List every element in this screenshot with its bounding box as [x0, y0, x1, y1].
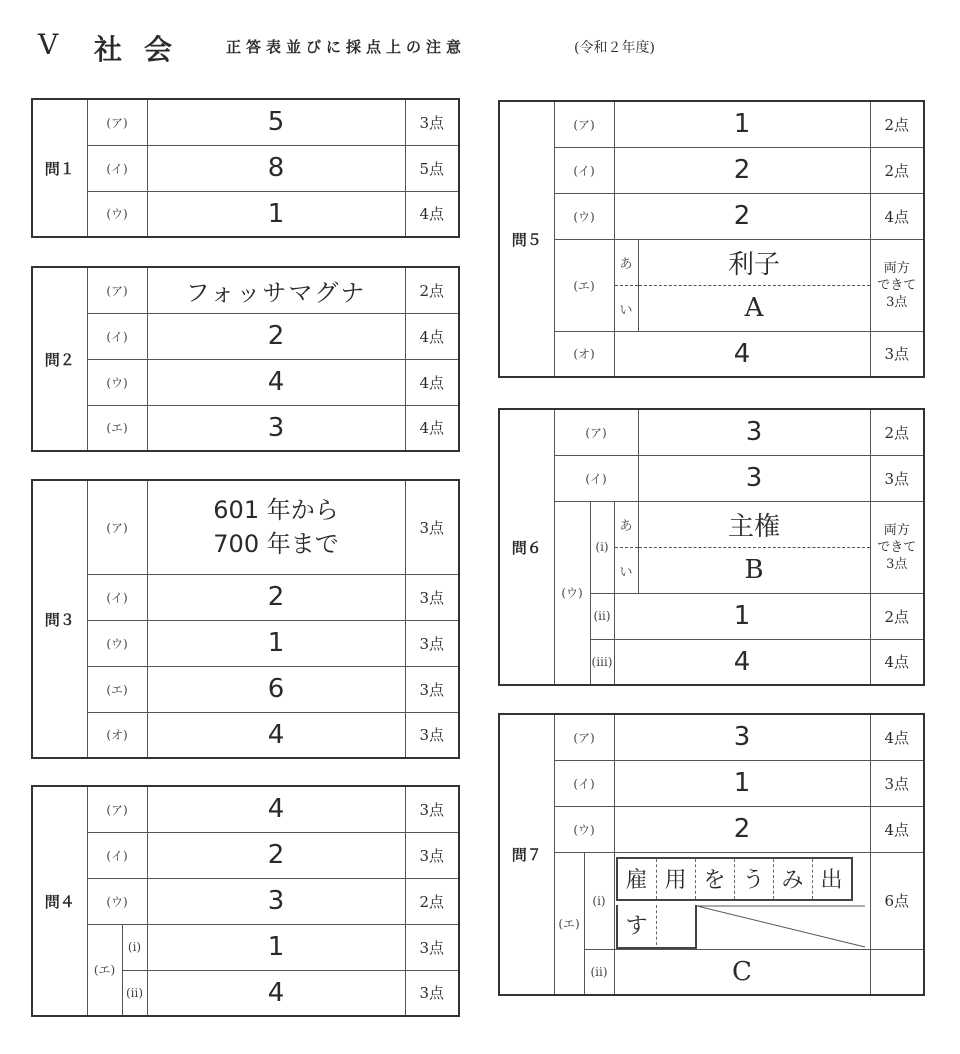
answer: 2: [614, 193, 870, 239]
answer: 1: [147, 620, 405, 666]
sub-label: (オ): [554, 331, 614, 377]
section-roman: V: [38, 28, 59, 61]
table-row: [499, 760, 924, 806]
char-cell: 雇: [618, 859, 657, 899]
answer: 利子: [638, 239, 870, 285]
answer: フォッサマグナ: [147, 267, 405, 313]
points-line: 両方: [883, 260, 910, 276]
answer: 4: [614, 639, 870, 685]
q1-table: [31, 98, 460, 238]
sub-label: (イ): [87, 832, 147, 878]
points: 6点: [870, 852, 924, 949]
points: 3点: [405, 970, 459, 1016]
q4-label: 問４: [32, 786, 87, 1016]
table-row: [499, 501, 924, 547]
points-line: 3点: [886, 556, 908, 572]
answer: 6: [147, 666, 405, 712]
sub-label: (エ): [87, 924, 122, 1016]
sub-sub-label: (ⅱ): [584, 949, 614, 995]
sub-label: (ア): [554, 714, 614, 760]
table-row: [499, 331, 924, 377]
table-row: [32, 359, 459, 405]
answer: 1: [614, 101, 870, 147]
sub-label: (イ): [87, 574, 147, 620]
table-row: [499, 455, 924, 501]
answer: 2: [614, 806, 870, 852]
points: 4点: [405, 313, 459, 359]
points: 3点: [405, 786, 459, 832]
points: 3点: [870, 455, 924, 501]
answer: 1: [614, 760, 870, 806]
answer: 4: [614, 331, 870, 377]
answer: 主権: [638, 501, 870, 547]
sub-label: (エ): [554, 852, 584, 995]
points: 3点: [405, 620, 459, 666]
answer: 3: [638, 409, 870, 455]
char-cell: を: [695, 859, 734, 899]
q7-table: [498, 713, 925, 996]
sub-sub-label: (ⅰ): [122, 924, 147, 970]
table-row: [32, 924, 459, 970]
page-header: [30, 28, 930, 68]
answer: 1: [147, 924, 405, 970]
q1-label: 問１: [32, 99, 87, 237]
answer: 2: [147, 313, 405, 359]
table-row: [499, 806, 924, 852]
answer: 4: [147, 970, 405, 1016]
answer: 5: [147, 99, 405, 145]
table-row: [32, 620, 459, 666]
table-row: [32, 313, 459, 359]
sub-label: (ウ): [554, 193, 614, 239]
table-row: [32, 480, 459, 574]
sub-label: (イ): [554, 455, 638, 501]
points: 3点: [405, 99, 459, 145]
sub-label: (ウ): [87, 620, 147, 666]
q6-table: [498, 408, 925, 686]
answer: 2: [614, 147, 870, 193]
strike-diagonal: [697, 905, 867, 949]
points: 4点: [405, 405, 459, 451]
sub-label: (エ): [554, 239, 614, 331]
table-row: [32, 786, 459, 832]
answer: 2: [147, 832, 405, 878]
points: 4点: [405, 191, 459, 237]
table-row: [32, 99, 459, 145]
sub-label: (イ): [87, 145, 147, 191]
q3-label: 問３: [32, 480, 87, 758]
answer-char-boxes-2: [616, 905, 697, 949]
table-row: [32, 191, 459, 237]
q5-table: [498, 100, 925, 378]
table-row: [32, 832, 459, 878]
points: 3点: [405, 574, 459, 620]
char-grid-row-1: [618, 859, 851, 899]
table-row: [499, 239, 924, 285]
table-row: [32, 267, 459, 313]
sub-label: (ア): [554, 409, 638, 455]
sub-label: (オ): [87, 712, 147, 758]
points: 3点: [405, 666, 459, 712]
answer: B: [638, 547, 870, 593]
sub-sub-label: (ⅲ): [590, 639, 614, 685]
kana-label: い: [614, 547, 638, 593]
q6-label: 問６: [499, 409, 554, 685]
kana-label: あ: [614, 239, 638, 285]
points: 3点: [405, 712, 459, 758]
subtitle: 正答表並びに採点上の注意: [226, 38, 467, 56]
points: 2点: [870, 101, 924, 147]
answer-line-2: 700 年まで: [213, 530, 339, 559]
sub-sub-label: (ⅱ): [122, 970, 147, 1016]
q4-table: [31, 785, 460, 1017]
sub-label: (イ): [554, 147, 614, 193]
answer: [147, 480, 405, 574]
points: 3点: [870, 760, 924, 806]
sub-label: (エ): [87, 666, 147, 712]
answer: 4: [147, 786, 405, 832]
q7-label: 問７: [499, 714, 554, 995]
sub-label: (ア): [554, 101, 614, 147]
points-line: 3点: [886, 294, 908, 310]
table-row: [499, 852, 924, 949]
answer: 3: [614, 714, 870, 760]
answer: 3: [147, 405, 405, 451]
points: 3点: [870, 331, 924, 377]
answer: C: [614, 949, 870, 995]
answer-char-boxes: [616, 857, 853, 901]
sub-label: (イ): [87, 313, 147, 359]
sub-label: (エ): [87, 405, 147, 451]
table-row: [32, 145, 459, 191]
sub-label: (ア): [87, 99, 147, 145]
answer-line-1: 601 年から: [213, 496, 339, 525]
table-row: [32, 405, 459, 451]
table-row: [32, 666, 459, 712]
points-empty: [870, 949, 924, 995]
answer: A: [638, 285, 870, 331]
points: 2点: [405, 267, 459, 313]
sub-label: (ウ): [87, 878, 147, 924]
sub-label: (ウ): [554, 806, 614, 852]
points: 4点: [870, 714, 924, 760]
answer-box-area: [614, 852, 870, 949]
q2-label: 問２: [32, 267, 87, 451]
subject-title: 社会: [94, 33, 195, 66]
table-row: [32, 712, 459, 758]
sub-sub-label: (ⅱ): [590, 593, 614, 639]
q3-table: [31, 479, 460, 759]
table-row: [499, 147, 924, 193]
sub-label: (ウ): [87, 359, 147, 405]
char-grid-row-2: [616, 905, 870, 949]
points: 5点: [405, 145, 459, 191]
points: [870, 501, 924, 593]
kana-label: い: [614, 285, 638, 331]
sub-label: (ウ): [87, 191, 147, 237]
q5-label: 問５: [499, 101, 554, 377]
points: 3点: [405, 480, 459, 574]
points: 3点: [405, 832, 459, 878]
answer: 4: [147, 359, 405, 405]
char-cell: う: [734, 859, 773, 899]
table-row: [499, 101, 924, 147]
char-cell: 出: [820, 868, 843, 893]
sub-sub-label: (ⅰ): [590, 501, 614, 593]
answer: 4: [147, 712, 405, 758]
points: 3点: [405, 924, 459, 970]
points: 4点: [870, 806, 924, 852]
kana-label: あ: [614, 501, 638, 547]
points: 4点: [405, 359, 459, 405]
points: 4点: [870, 639, 924, 685]
table-row: [499, 193, 924, 239]
sub-label: (ア): [87, 786, 147, 832]
answer: 1: [147, 191, 405, 237]
q2-table: [31, 266, 460, 452]
sub-label: (ウ): [554, 501, 590, 685]
table-row: [32, 574, 459, 620]
points: 2点: [870, 147, 924, 193]
char-cell-empty: [656, 905, 695, 945]
year-label: (令和２年度): [574, 40, 655, 56]
char-cell: 用: [656, 859, 695, 899]
answer: 1: [614, 593, 870, 639]
table-row: [499, 714, 924, 760]
points: 2点: [870, 593, 924, 639]
table-row: [32, 878, 459, 924]
points: 2点: [870, 409, 924, 455]
answer: 8: [147, 145, 405, 191]
points: 2点: [405, 878, 459, 924]
sub-sub-label: (ⅰ): [584, 852, 614, 949]
points: [870, 239, 924, 331]
answer: 2: [147, 574, 405, 620]
points-line: 両方: [883, 522, 910, 538]
table-row: [499, 409, 924, 455]
answer: 3: [147, 878, 405, 924]
answer: 3: [638, 455, 870, 501]
sub-label: (ア): [87, 267, 147, 313]
points: 4点: [870, 193, 924, 239]
sub-label: (ア): [87, 480, 147, 574]
char-cell: す: [618, 905, 657, 945]
sub-label: (イ): [554, 760, 614, 806]
char-cell: み: [773, 859, 812, 899]
points-line: できて: [877, 277, 917, 293]
points-line: できて: [877, 539, 917, 555]
